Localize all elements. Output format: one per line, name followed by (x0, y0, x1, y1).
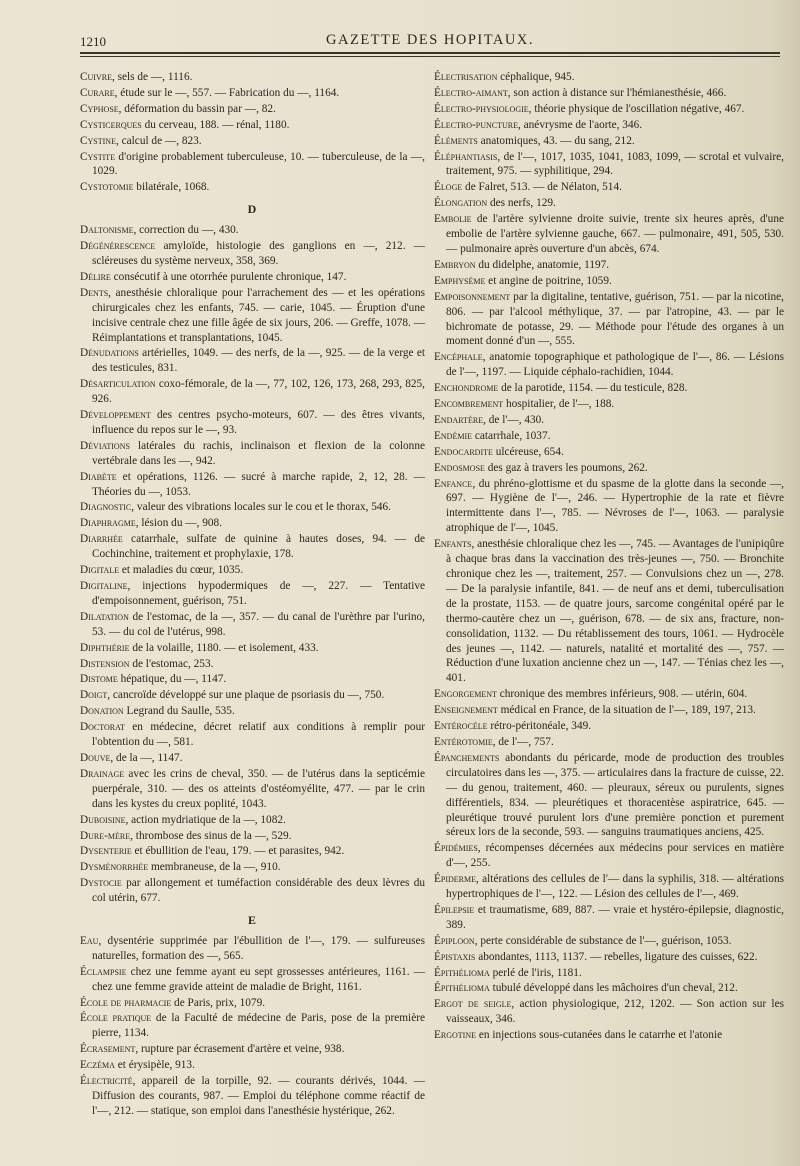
entry-heading: Dure-mère (80, 829, 131, 842)
entry-references: de l'estomac, de la —, 357. — du canal de l'urèthre par l'urino, 53. — du col de l'utérus, 998. (92, 610, 425, 638)
index-entry (80, 1042, 425, 1057)
entry-heading: Cystotomie (80, 181, 134, 194)
entry-references: et ébullition de l'eau, 179. — et parasites, 942. (131, 845, 345, 858)
entry-heading: Dystocie (80, 877, 122, 890)
entry-heading: Éloge (434, 181, 463, 194)
entry-heading: Empoisonnement (434, 290, 511, 303)
entry-heading: Cyphose (80, 102, 119, 115)
entry-heading: Électro-physiologie (434, 102, 529, 115)
index-entry (434, 258, 784, 273)
index-entry (80, 688, 425, 703)
index-entry (80, 860, 425, 875)
entry-heading: École pratique (80, 1012, 152, 1025)
index-entry (80, 641, 425, 656)
entry-heading: Dénudations (80, 347, 139, 360)
index-entry (434, 86, 784, 101)
entry-heading: Diabète (80, 470, 117, 483)
entry-heading: Éclampsie (80, 965, 127, 978)
entry-heading: Entérotomie (434, 735, 493, 748)
index-entry (80, 579, 425, 609)
entry-references: , thrombose des sinus de la —, 529. (130, 829, 292, 842)
index-entry (80, 829, 425, 844)
entry-references: , de l'—, 430. (483, 413, 545, 426)
entry-heading: Distension (80, 657, 130, 670)
index-entry (80, 223, 425, 238)
entry-heading: Curare (80, 86, 115, 99)
index-entry (434, 461, 784, 476)
entry-references: de l'artère sylvienne droite suivie, trente six heures après, d'une embolie de l'artère sylvienne gauche, 667. — pulmonaire, 491, 505, 530. — pulmonaire après ouverture d'un abcès, 674. (446, 213, 784, 255)
index-entry (434, 397, 784, 412)
entry-references: de l'estomac, 253. (129, 657, 214, 670)
index-entry (434, 445, 784, 460)
entry-heading: Cuivre (80, 71, 112, 83)
entry-references: , du phréno-glottisme et du spasme de la glotte dans la seconde —, 697. — Hygiène de l'—, 246. — Hypertrophie de la rate et fièvre intermittente dans l'—, 785. — Névroses de l'—, 1063. — paralysie atrophique de l'—, 1045. (446, 477, 784, 535)
entry-heading: Encombrement (434, 398, 504, 411)
entry-references: chez une femme ayant eu sept grossesses antérieures, 1161. — chez une femme gravide atteint de maladie de Bright, 1161. (92, 965, 425, 993)
entry-references: , anesthésie chloralique pour l'arrachement des — et les opérations chirurgicales chez les enfants, 745. — carie, 1045. — Éruption d'une incisive centrale chez une fille âgée de six jours, 206. — Greffe, 1078. — Réimplantations et transplantations, 1045. (92, 286, 425, 344)
index-entry (434, 350, 784, 380)
entry-references: hospitalier, de l'—, 188. (503, 398, 615, 411)
index-entry (80, 180, 425, 195)
entry-heading: Eczéma (80, 1059, 115, 1072)
index-entry (434, 134, 784, 149)
entry-references: , anatomie topographique et pathologique de l'—, 86. — Lésions de l'—, 1197. — Liquide céphalo-rachidien, 1044. (446, 351, 784, 379)
entry-heading: Drainage (80, 767, 125, 780)
entry-heading: Délire (80, 270, 111, 283)
index-entry (80, 767, 425, 812)
entry-references: , altérations des cellules de l'— dans la syphilis, 318. — altérations hypertrophiques de l'—, 122. — Lésion des cellules de l'—, 469. (446, 873, 784, 901)
index-entry (80, 996, 425, 1011)
index-entry (434, 719, 784, 734)
entry-heading: Embryon (434, 258, 476, 271)
entry-heading: Ergotine (434, 1029, 477, 1042)
entry-references: , valeur des vibrations locales sur le cou et le thorax, 546. (131, 501, 392, 514)
index-entry (80, 118, 425, 133)
entry-references: en injections sous-cutanées dans le catarrhe et l'atonie (476, 1029, 723, 1042)
entry-heading: Engorgement (434, 688, 497, 701)
running-title: GAZETTE DES HOPITAUX. (326, 32, 534, 48)
right-column (434, 70, 784, 1044)
entry-heading: Cystite (80, 150, 116, 163)
entry-references: catarrhale, sulfate de quinine à hautes doses, 94. — de Cochinchine, traitement et prophylaxie, 178. (92, 533, 425, 561)
entry-references: ulcéreuse, 654. (492, 445, 564, 458)
entry-references: bilatérale, 1068. (133, 181, 210, 194)
page-header (80, 30, 780, 52)
entry-references: d'origine probablement tuberculeuse, 10. — tuberculeuse, de la —, 1029. (92, 150, 425, 178)
entry-references: , de l'—, 757. (492, 735, 554, 748)
entry-heading: Électro-puncture (434, 118, 518, 131)
index-entry (80, 1074, 425, 1119)
entry-references: , action mydriatique de la —, 1082. (125, 813, 286, 826)
index-entry (434, 102, 784, 117)
index-entry (80, 704, 425, 719)
entry-heading: Endémie (434, 429, 473, 442)
entry-references: des centres psycho-moteurs, 607. — des êtres vivants, influence du repos sur le —, 93. (92, 409, 425, 436)
entry-heading: Déviations (80, 439, 130, 452)
left-column (80, 70, 425, 1120)
index-entry (434, 981, 784, 996)
entry-references: de Falret, 513. — de Nélaton, 514. (462, 181, 622, 194)
entry-references: , dysentérie supprimée par l'ébullition de l'—, 179. — sulfureuses naturelles, formation des —, 565. (92, 934, 425, 962)
entry-heading: Enfance (434, 477, 473, 490)
index-entry (434, 1028, 784, 1043)
entry-references: , de la —, 1147. (110, 751, 183, 764)
entry-heading: Épiploon (434, 934, 475, 947)
entry-references: et traumatisme, 689, 887. — vraie et hystéro-épilepsie, diagnostic, 389. (446, 903, 784, 931)
entry-heading: Électricité (80, 1075, 133, 1088)
entry-references: , correction du —, 430. (133, 224, 239, 237)
index-entry (80, 377, 425, 407)
entry-heading: Cystine (80, 134, 116, 147)
entry-references: de la Faculté de médecine de Paris, pose de la première pierre, 1134. (92, 1012, 425, 1040)
index-entry (80, 563, 425, 578)
entry-references: anatomiques, 43. — du sang, 212. (477, 134, 635, 147)
entry-heading: Épistaxis (434, 950, 476, 963)
index-entry (80, 720, 425, 750)
entry-heading: Distome (80, 673, 118, 686)
entry-references: abondantes, 1113, 1137. — rebelles, ligature des cuisses, 622. (475, 950, 758, 963)
entry-references: latérales du rachis, inclinaison et flexion de la colonne vertébrale dans les —, 942. (92, 439, 425, 467)
entry-references: des gaz à travers les poumons, 262. (484, 461, 648, 474)
header-rule-thick (80, 52, 780, 54)
index-entry (434, 687, 784, 702)
entry-references: , lésion du —, 908. (135, 517, 223, 530)
entry-references: rétro-péritonéale, 349. (487, 720, 592, 733)
entry-references: amyloïde, histologie des ganglions en —, 212. — scléreuses du système nerveux, 358, 369. (92, 240, 425, 267)
entry-heading: Épithélioma (434, 982, 490, 995)
index-entry (80, 150, 425, 180)
index-entry (434, 751, 784, 840)
entry-heading: Dysménorrhée (80, 861, 149, 874)
entry-references: , de l'—, 1017, 1035, 1041, 1083, 1099, — scrotal et vulvaire, traitement, 975. — syphilitique, 294. (446, 150, 784, 178)
index-entry (434, 703, 784, 718)
index-entry (80, 102, 425, 117)
index-entry (434, 735, 784, 750)
entry-heading: Éléments (434, 134, 478, 147)
entry-heading: Épiderme (434, 873, 477, 886)
index-entry (80, 516, 425, 531)
index-entry (80, 672, 425, 687)
entry-heading: Diagnostic (80, 501, 132, 514)
entry-heading: Épanchements (434, 751, 500, 764)
entry-heading: Épilepsie (434, 903, 475, 916)
entry-references: coxo-fémorale, de la —, 77, 102, 126, 173, 268, 293, 825, 926. (92, 378, 425, 406)
index-entry (434, 537, 784, 686)
entry-heading: Enseignement (434, 704, 498, 717)
entry-references: , injections hypodermiques de —, 227. — Tentative d'empoisonnement, guérison, 751. (92, 580, 425, 607)
entry-heading: Développement (80, 409, 151, 422)
entry-heading: Duboisine (80, 813, 126, 826)
entry-heading: Emphysème (434, 274, 486, 287)
entry-references: de la parotide, 1154. — du testicule, 828. (498, 382, 688, 395)
entry-heading: Ergot de seigle (434, 998, 512, 1011)
entry-references: du didelphe, anatomie, 1197. (475, 258, 610, 271)
entry-references: hépatique, du —, 1147. (117, 673, 227, 686)
entry-heading: Dégénérescence (80, 240, 156, 253)
entry-heading: Diphthérie (80, 641, 130, 654)
entry-references: perlé de l'iris, 1181. (489, 966, 582, 979)
entry-heading: Électro-aimant (434, 86, 508, 99)
entry-heading: Encéphale (434, 351, 483, 364)
entry-references: de la volaille, 1180. — et isolement, 433. (129, 641, 319, 654)
entry-references: en médecine, décret relatif aux conditions à remplir pour l'obtention du —, 581. (92, 721, 425, 749)
index-entry (434, 196, 784, 211)
entry-heading: Dents (80, 286, 109, 299)
header-rule-thin (80, 56, 780, 57)
entry-references: abondants du péricarde, mode de production des troubles circulatoires dans les —, 375. — articulaires dans la fracture de cuisse, 22. — du genou, traitement, 460. — pleuraux, séreux ou purulents, signes différentiels, 834. — pleurétiques et thoracentèse aspiratrice, 645. — pleurétique trouvé purulent lors d'une première ponction et purement séreux lors de la seconde, 593. — sanguins traumatiques anciens, 425. (446, 751, 784, 839)
index-entry (434, 429, 784, 444)
entry-heading: Entérocèle (434, 720, 488, 733)
entry-references: céphalique, 945. (497, 71, 575, 83)
entry-references: , son action à distance sur l'hémianesthésie, 466. (507, 86, 727, 99)
entry-references: , théorie physique de l'oscillation négative, 467. (528, 102, 745, 115)
index-entry (434, 841, 784, 871)
index-entry (434, 966, 784, 981)
entry-heading: Écrasement (80, 1043, 136, 1056)
entry-references: et érysipèle, 913. (114, 1059, 195, 1072)
index-entry (80, 934, 425, 964)
entry-heading: Doigt (80, 689, 108, 702)
entry-references: chronique des membres inférieurs, 908. — utérin, 604. (496, 688, 748, 701)
entry-heading: Dilatation (80, 610, 129, 623)
entry-references: des nerfs, 129. (487, 197, 556, 210)
entry-heading: Électrisation (434, 71, 498, 83)
index-entry (434, 150, 784, 180)
index-entry (80, 751, 425, 766)
entry-references: artérielles, 1049. — des nerfs, de la —, 925. — de la verge et des testicules, 831. (92, 347, 425, 375)
entry-references: , perte considérable de substance de l'—, guérison, 1053. (474, 934, 732, 947)
entry-references: , anévrysme de l'aorte, 346. (518, 118, 643, 131)
entry-heading: Daltonisme (80, 224, 134, 237)
entry-heading: Cysticerques (80, 118, 142, 131)
entry-heading: Enchondrome (434, 382, 499, 395)
index-entry (80, 844, 425, 859)
index-entry (80, 1058, 425, 1073)
index-entry (434, 70, 784, 85)
entry-heading: Donation (80, 705, 124, 718)
entry-references: par allongement et tuméfaction considérable des deux lèvres du col utérin, 677. (92, 877, 425, 905)
index-entry (434, 212, 784, 257)
entry-heading: Endocardite (434, 445, 493, 458)
index-entry (80, 346, 425, 376)
entry-heading: Endosmose (434, 461, 485, 474)
entry-references: , étude sur le —, 557. — Fabrication du —, 1164. (114, 86, 340, 99)
index-entry (434, 950, 784, 965)
entry-heading: Douve (80, 751, 111, 764)
entry-heading: Diarrhée (80, 533, 123, 546)
index-entry (80, 500, 425, 515)
entry-heading: Endartère (434, 413, 484, 426)
index-entry (80, 1011, 425, 1041)
entry-references: catarrhale, 1037. (472, 429, 551, 442)
index-entry (434, 477, 784, 537)
entry-references: , déformation du bassin par —, 82. (118, 102, 276, 115)
entry-references: de Paris, prix, 1079. (171, 996, 266, 1009)
index-entry (434, 274, 784, 289)
entry-references: et maladies du cœur, 1035. (119, 564, 244, 577)
index-entry (434, 381, 784, 396)
entry-references: avec les crins de cheval, 350. — de l'utérus dans la septicémie puerpérale, 310. — des os atteints d'ostéomyélite, 477. — par le crin dans les kystes du creux poplité, 1043. (92, 767, 425, 810)
entry-heading: Enfants (434, 538, 472, 551)
entry-references: Legrand du Saulle, 535. (123, 705, 235, 718)
entry-references: et opérations, 1126. — sucré à marche rapide, 2, 12, 28. — Théories du —, 1053. (92, 470, 425, 498)
entry-heading: Diaphragme (80, 517, 136, 530)
index-entry (434, 118, 784, 133)
section-letter: D (247, 202, 258, 217)
entry-references: par la digitaline, tentative, guérison, 751. — par la nicotine, 806. — par l'alcool méthylique, 37. — par l'atropine, 43. — par le bichromate de potasse, 29. — Méthode pour l'étude des organes à un moment donné d'un —, 555. (446, 290, 784, 348)
entry-references: tubulé développé dans les mâchoires d'un cheval, 212. (489, 982, 738, 995)
entry-references: membraneuse, de la —, 910. (148, 861, 281, 874)
index-entry (80, 439, 425, 469)
index-entry (434, 290, 784, 350)
entry-references: du cerveau, 188. — rénal, 1180. (141, 118, 290, 131)
entry-references: , sels de —, 1116. (111, 71, 193, 83)
index-entry (80, 813, 425, 828)
entry-references: , appareil de la torpille, 92. — courants dérivés, 1044. — Diffusion des courants, 987. — Emploi du téléphone comme réactif de l'—, 212. — statique, son emploi dans l'anesthésie hystérique, 262. (92, 1075, 425, 1117)
entry-references: , cancroïde développé sur une plaque de psoriasis du —, 750. (107, 689, 385, 702)
entry-references: , action physiologique, 212, 1202. — Son action sur les vaisseaux, 346. (446, 998, 784, 1026)
index-entry (434, 413, 784, 428)
index-entry (80, 470, 425, 500)
index-entry (80, 610, 425, 640)
entry-heading: Doctorat (80, 721, 125, 734)
entry-heading: Élongation (434, 197, 488, 210)
index-entry (80, 270, 425, 285)
index-entry (80, 657, 425, 672)
entry-references: , rupture par écrasement d'artère et veine, 938. (135, 1043, 345, 1056)
entry-heading: Eau (80, 934, 99, 947)
entry-heading: Embolie (434, 213, 472, 226)
index-entry (80, 134, 425, 149)
entry-references: médical en France, de la situation de l'—, 189, 197, 213. (497, 704, 756, 717)
entry-heading: Éléphantiasis (434, 150, 498, 163)
entry-references: , anesthésie chloralique chez les —, 745. — Avantages de l'unipiqûre à chaque bras dans la vaccination des très-jeunes —, 750. — Bronchite chronique chez les —, traitement, 257. — Convulsions chez un —, 278. — De la paralysie infantile, 841. — de neuf ans et demi, tuberculisation de la prostate, 1153. — de quatre jours, sarcome congénital opéré par le thermo-cautère chez un —, guérison, 678. — de six ans, fracture, non-consolidation, 1132. — Du rétablissement des tours, 1061. — Hydrocèle des jeunes —, 1142. — naturels, natalité et mortalité des —, 757. — Réduction d'une luxation ancienne chez un —, 147. — Ténias chez les —, 401. (446, 538, 784, 685)
entry-references: consécutif à une otorrhée purulente chronique, 147. (110, 270, 347, 283)
index-entry (434, 934, 784, 949)
index-entry (80, 239, 425, 269)
entry-heading: Dysenterie (80, 845, 132, 858)
entry-references: , calcul de —, 823. (115, 134, 202, 147)
section-letter: E (247, 913, 257, 928)
entry-heading: Épidémies (434, 842, 478, 855)
entry-heading: Digitaline (80, 580, 128, 592)
index-entry (80, 86, 425, 101)
index-entry (80, 532, 425, 562)
page-number: 1210 (80, 34, 106, 49)
entry-heading: Épithélioma (434, 966, 490, 979)
index-entry (80, 408, 425, 438)
entry-references: , récompenses décernées aux médecins pour services en matière d'—, 255. (446, 842, 784, 870)
index-entry (434, 180, 784, 195)
index-entry (80, 70, 425, 85)
index-entry (434, 903, 784, 933)
index-entry (80, 965, 425, 995)
entry-heading: Désarticulation (80, 378, 156, 391)
index-entry (434, 872, 784, 902)
index-entry (434, 997, 784, 1027)
entry-heading: École de pharmacie (80, 996, 172, 1009)
entry-heading: Digitale (80, 564, 120, 577)
entry-references: et angine de poitrine, 1059. (485, 274, 612, 287)
index-entry (80, 286, 425, 346)
index-entry (80, 876, 425, 906)
